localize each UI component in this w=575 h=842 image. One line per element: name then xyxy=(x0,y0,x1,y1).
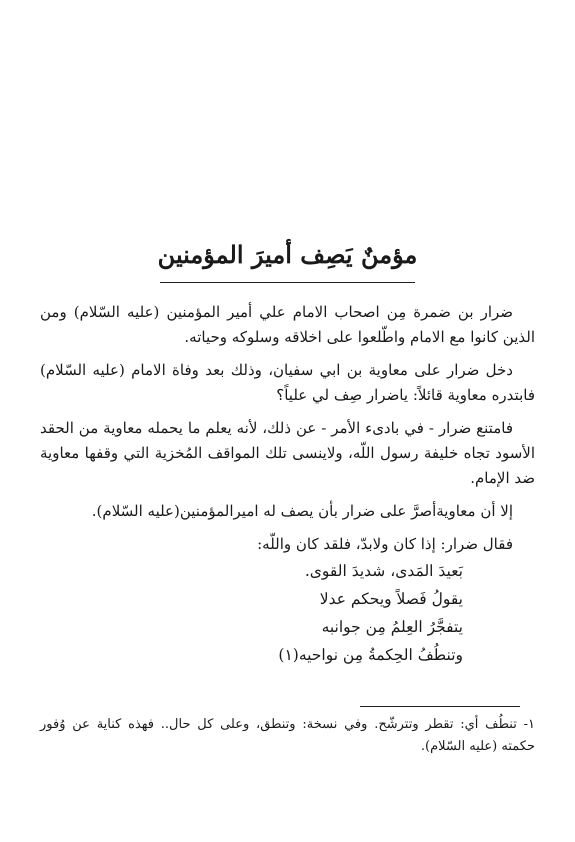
paragraph-entry: دخل ضرار على معاوية بن ابي سفيان، وذلك بعد وفاة الامام (عليه السّلام) فابتدره معاوية قائلاً: ياضرار صِف لي علياً؟ xyxy=(40,361,535,404)
chapter-title: مؤمنٌ يَصِف أميرَ المؤمنين xyxy=(157,240,418,269)
verse-line: بَعيدَ المَدى، شديدَ القوى. xyxy=(304,562,463,580)
verse-line: وتنطُفُ الحِكمةُ مِن نواحيه(١) xyxy=(278,646,463,664)
title-underline xyxy=(160,282,415,283)
footnote-separator xyxy=(360,706,520,707)
verse-block xyxy=(40,557,535,669)
paragraph-refusal: فامتنع ضرار - في بادىء الأمر - عن ذلك، لأنه يعلم ما يحمله معاوية من الحقد الأسود تجاه خليفة رسول اللّه، ولاينسى تلك المواقف المُخزية التي وقفها معاوية ضد الإمام. xyxy=(40,419,535,487)
paragraph-insistence: إلا أن معاويةأصرَّ على ضرار بأن يصف له اميرالمؤمنين(عليه السّلام). xyxy=(91,502,513,520)
footnote: ١- تنطُف أي: تقطر وتترشّح. وفي نسخة: وتنطق، وعلى كل حال.. فهذه كناية عن وُفور حكمته (عليه السّلام). xyxy=(40,717,535,754)
verse-line: يقولُ فَصلاً ويحكم عدلا xyxy=(319,590,463,608)
paragraph-intro: ضرار بن ضمرة مِن اصحاب الامام علي أمير المؤمنين (عليه السّلام) ومن الذين كانوا مع الامام واطّلعوا على اخلاقه وسلوكه وحياته. xyxy=(40,303,535,346)
verse-line: يتفجَّرُ العِلمُ مِن جوانبه xyxy=(321,618,463,636)
paragraph-response: فقال ضرار: إذا كان ولابدّ، فلقد كان واللّه: xyxy=(257,535,513,553)
body-text xyxy=(40,300,535,669)
